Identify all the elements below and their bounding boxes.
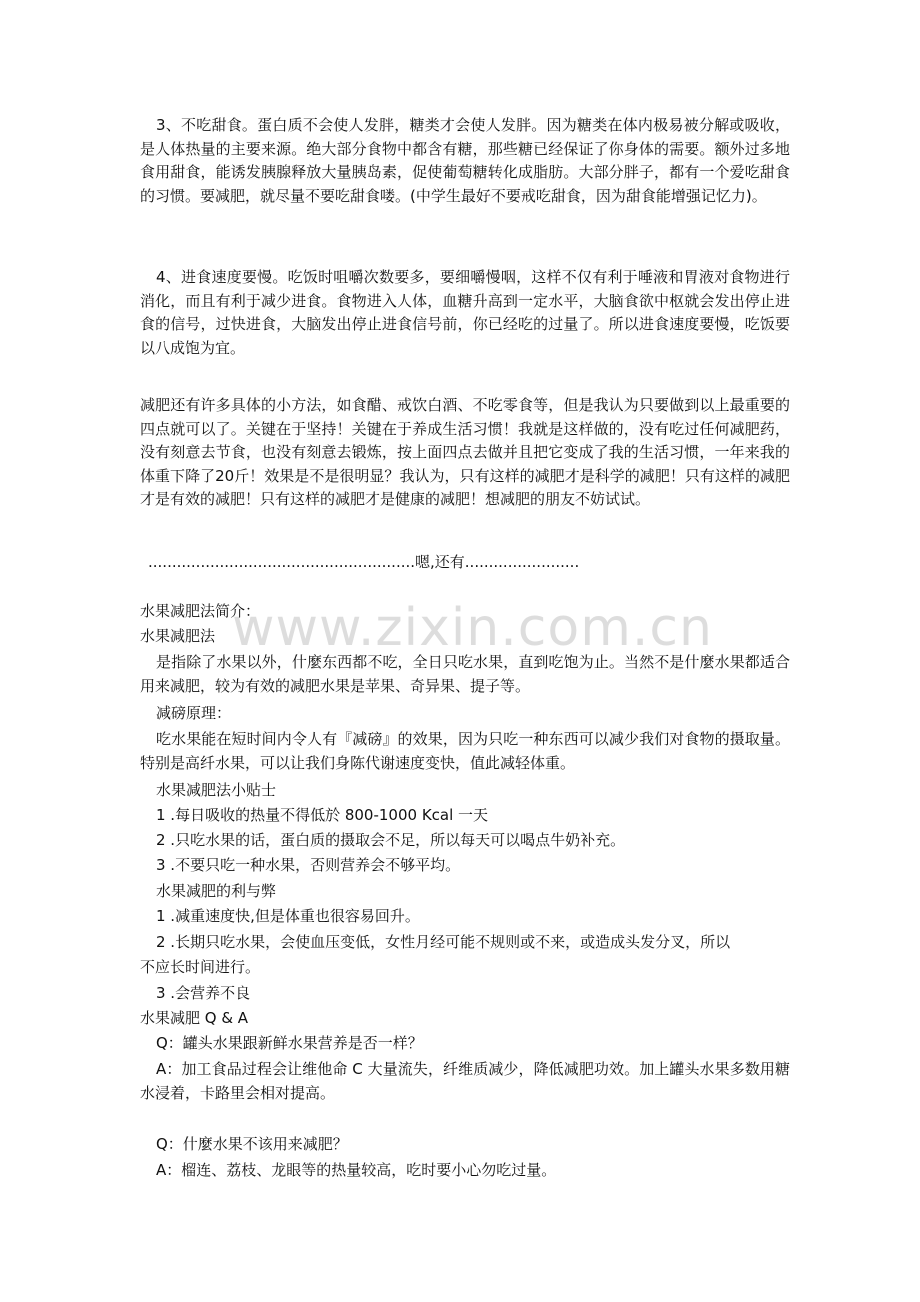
- tips-heading: 水果减肥法小贴士: [156, 781, 277, 799]
- pros-cons-item-1: 1 .减重速度快,但是体重也很容易回升。: [156, 907, 420, 925]
- pros-cons-item-3: 3 .会营养不良: [156, 984, 251, 1002]
- paragraph-conclusion: 减肥还有许多具体的小方法，如食醋、戒饮白酒、不吃零食等，但是我认为只要做到以上最重要的四点就可以了。关键在于坚持！关键在于养成生活习惯！我就是这样做的，没有吃过任何减肥药，没有刻意去节食，也没有刻意去锻炼，按上面四点去做并且把它变成了我的生活习惯，一年来我的体重下降了20斤！效果是不是很明显？我认为，只有这样的减肥才是科学的减肥！只有这样的减肥才是有效的减肥！只有这样的减肥才是健康的减肥！想减肥的朋友不妨试试。: [140, 396, 790, 508]
- dotted-separator: ........................................................嗯,还有........................: [148, 553, 580, 571]
- fruit-method-heading: 水果减肥法: [140, 627, 216, 645]
- qa-heading: 水果减肥 Q & A: [140, 1009, 249, 1027]
- principle-description: 吃水果能在短时间内令人有『减磅』的效果，因为只吃一种东西可以减少我们对食物的摄取量。特别是高纤水果，可以让我们身陈代谢速度变快，值此减轻体重。: [140, 730, 790, 772]
- pros-cons-item-2-continued: 不应长时间进行。: [140, 958, 261, 976]
- question-1: Q：罐头水果跟新鲜水果营养是否一样？: [156, 1034, 423, 1052]
- answer-1: A：加工食品过程会让维他命 C 大量流失，纤维质减少，降低减肥功效。加上罐头水果多数用糖水浸着，卡路里会相对提高。: [140, 1060, 790, 1102]
- tip-item-3: 3 .不要只吃一种水果，否则营养会不够平均。: [156, 856, 461, 874]
- principle-heading: 减磅原理：: [156, 704, 232, 722]
- question-2: Q：什麼水果不该用来减肥？: [156, 1135, 348, 1153]
- paragraph-4-eating-speed: 4、进食速度要慢。吃饭时咀嚼次数要多，要细嚼慢咽，这样不仅有利于唾液和胃液对食物进行消化，而且有利于减少进食。食物进入人体，血糖升高到一定水平，大脑食欲中枢就会发出停止进食的信号，过快进食，大脑发出停止进食信号前，你已经吃的过量了。所以进食速度要慢，吃饭要以八成饱为宜。: [140, 268, 790, 357]
- tip-item-1: 1 .每日吸收的热量不得低於 800-1000 Kcal 一天: [156, 806, 489, 824]
- pros-cons-heading: 水果减肥的利与弊: [156, 882, 277, 900]
- answer-2: A：榴连、荔枝、龙眼等的热量较高，吃时要小心勿吃过量。: [156, 1161, 557, 1179]
- fruit-intro-heading: 水果减肥法简介：: [140, 602, 261, 620]
- pros-cons-item-2: 2 .长期只吃水果，会使血压变低，女性月经可能不规则或不来，或造成头发分叉，所以: [156, 933, 731, 951]
- paragraph-3-sweets: 3、不吃甜食。蛋白质不会使人发胖，糖类才会使人发胖。因为糖类在体内极易被分解或吸收，是人体热量的主要来源。绝大部分食物中都含有糖，那些糖已经保证了你身体的需要。额外过多地食用甜食，能诱发胰腺释放大量胰岛素，促使葡萄糖转化成脂肪。大部分胖子，都有一个爱吃甜食的习惯。要减肥，就尽量不要吃甜食喽。(中学生最好不要戒吃甜食，因为甜食能增强记忆力)。: [140, 116, 790, 205]
- tip-item-2: 2 .只吃水果的话，蛋白质的摄取会不足，所以每天可以喝点牛奶补充。: [156, 831, 626, 849]
- watermark: www.zixin.com.cn: [232, 598, 713, 658]
- fruit-method-description: 是指除了水果以外，什麼东西都不吃，全日只吃水果，直到吃饱为止。当然不是什麼水果都适合用来减肥，较为有效的减肥水果是苹果、奇异果、提子等。: [140, 653, 790, 695]
